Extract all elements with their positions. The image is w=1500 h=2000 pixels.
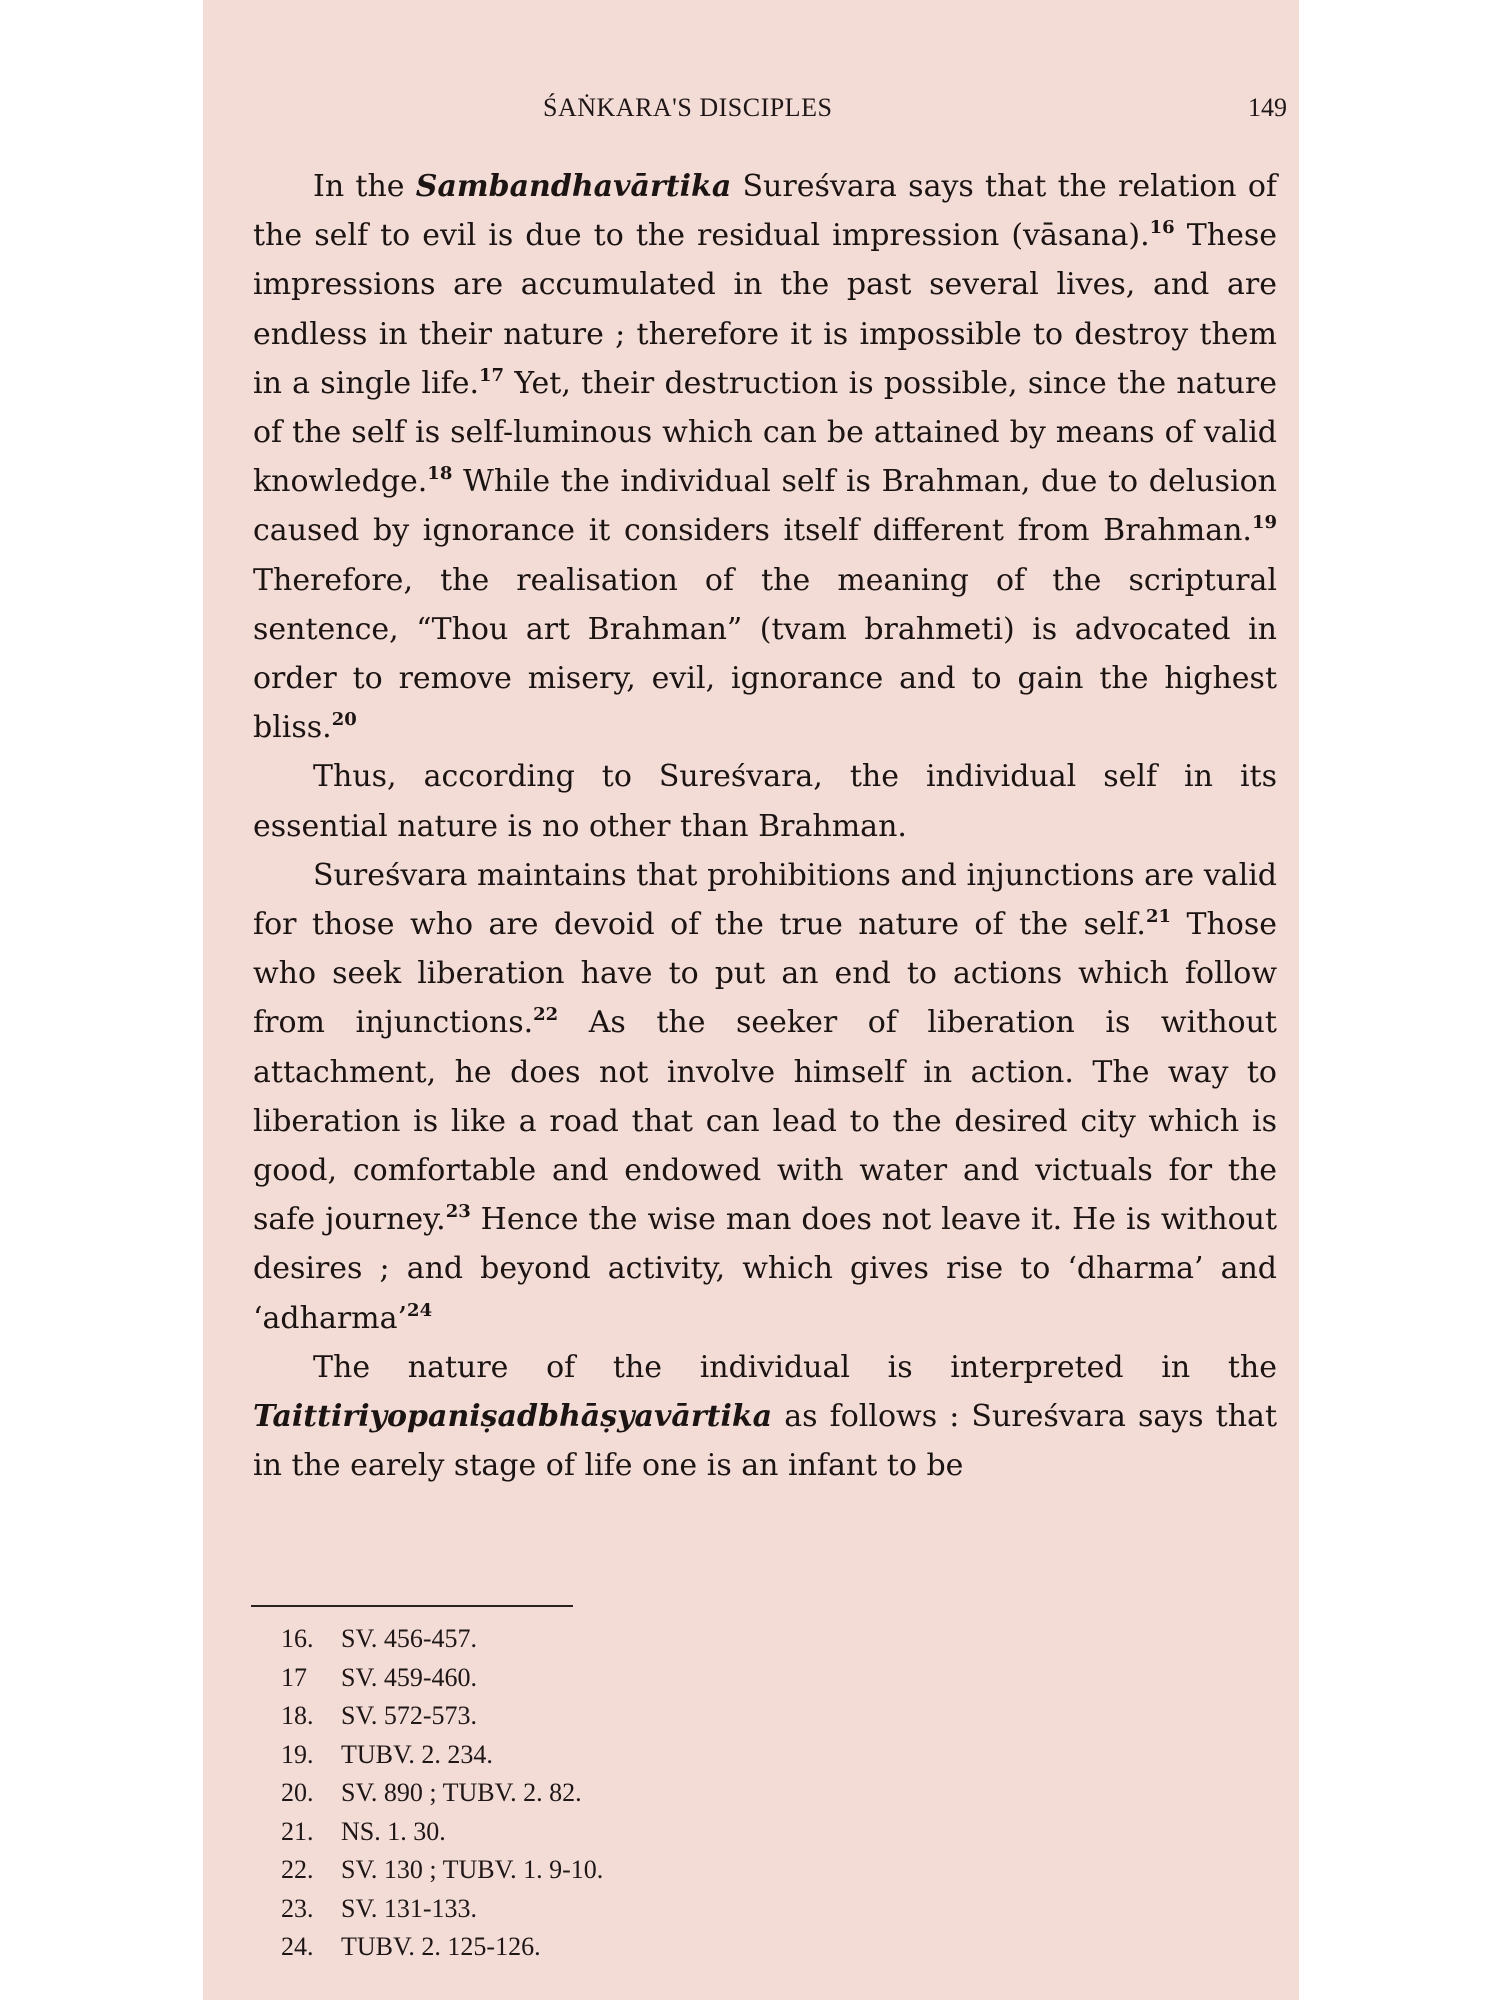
footnote-number: 24. (281, 1932, 314, 1961)
running-title: ŚAṄKARA'S DISCIPLES (543, 93, 833, 122)
italic-title: Sambandhavārtika (415, 169, 732, 204)
footnote-number: 17 (281, 1662, 307, 1692)
footnotes (281, 1620, 981, 1967)
footnote-ref: 21 (1145, 906, 1172, 928)
text-run: These impressions are accumulated in the past several lives, and are endless in their nature ; therefore it is impossible to destroy them in a single life. (253, 218, 1277, 401)
paragraph-1 (253, 162, 1277, 752)
paragraph-4 (253, 1343, 1277, 1491)
book-page (203, 0, 1299, 2000)
footnote-item (281, 1774, 981, 1813)
footnote-ref: 20 (331, 709, 357, 731)
footnote-ref: 22 (533, 1004, 559, 1026)
footnote-item (281, 1928, 981, 1967)
footnote-item (281, 1659, 981, 1698)
text-run: In the (313, 169, 416, 204)
footnote-text: SV. 131-133. (341, 1893, 478, 1923)
footnote-text: TUBV. 2. 234. (341, 1739, 493, 1769)
footnote-text: SV. 890 ; TUBV. 2. 82. (341, 1778, 582, 1807)
footnote-item (281, 1851, 981, 1890)
text-run: Sureśvara says that the relation of the self to evil is due to the residual impression (vāsana). (253, 169, 1277, 254)
footnote-number: 19. (281, 1739, 314, 1769)
text-run: Sureśvara maintains that prohibitions and injunctions are valid for those who are devoid of the true nature of the self. (253, 857, 1277, 943)
text-run: While the individual self is Brahman, due to delusion caused by ignorance it considers itself different from Brahman. (253, 464, 1277, 549)
footnote-item (281, 1620, 981, 1659)
italic-title: Taittiriyopaniṣadbhāṣyavārtika (253, 1399, 773, 1435)
text-run: Hence the wise man does not leave it. He is without desires ; and beyond activity, which gives rise to ‘dharma’ and ‘adharma’ (253, 1202, 1278, 1336)
footnote-ref: 24 (407, 1299, 433, 1321)
text-run: Yet, their destruction is possible, since the nature of the self is self-luminous which can be attained by means of valid knowledge. (253, 365, 1278, 500)
text-run: The nature of the individual is interpreted in the (313, 1349, 1277, 1385)
footnote-number: 23. (281, 1893, 314, 1923)
text-run: Therefore, the realisation of the meaning of the scriptural sentence, “Thou art Brahman” (tvam brahmeti) is advocated in order to remove misery, evil, ignorance and to gain the highest bliss. (253, 562, 1277, 746)
footnote-item (281, 1697, 981, 1736)
body-text (253, 162, 1277, 1490)
footnote-text: TUBV. 2. 125-126. (341, 1932, 541, 1961)
running-head (203, 93, 1299, 133)
footnote-number: 22. (281, 1855, 314, 1884)
footnote-item (281, 1890, 981, 1929)
footnote-number: 18. (281, 1701, 314, 1730)
text-run: Those who seek liberation have to put an end to actions which follow from injunctions. (253, 907, 1278, 1041)
footnote-number: 20. (281, 1778, 314, 1807)
footnote-ref: 18 (427, 463, 453, 485)
text-run: as follows : Sureśvara says that in the earely stage of life one is an infant to be (253, 1399, 1277, 1484)
page-number: 149 (1248, 93, 1287, 122)
text-run: Thus, according to Sureśvara, the individual self in its essential nature is no other than Brahman. (253, 759, 1277, 844)
paragraph-3 (253, 851, 1277, 1343)
footnote-ref: 19 (1251, 512, 1277, 534)
footnote-text: SV. 572-573. (341, 1701, 478, 1730)
footnote-text: SV. 459-460. (341, 1662, 478, 1692)
paragraph-2 (253, 752, 1277, 850)
footnote-text: NS. 1. 30. (341, 1816, 446, 1846)
footnote-ref: 17 (479, 364, 505, 386)
footnote-divider (251, 1605, 573, 1607)
footnote-ref: 23 (445, 1201, 471, 1223)
footnote-item (281, 1813, 981, 1852)
footnote-number: 16. (281, 1624, 314, 1653)
text-run: As the seeker of liberation is without attachment, he does not involve himself in action. The way to liberation is like a road that can lead to the desired city which is good, comfortable and endowed with water and victuals for the safe journey. (253, 1005, 1277, 1238)
footnote-text: SV. 456-457. (341, 1624, 478, 1653)
footnote-text: SV. 130 ; TUBV. 1. 9-10. (341, 1855, 604, 1884)
footnote-item (281, 1736, 981, 1775)
footnote-number: 21. (281, 1816, 314, 1846)
footnote-ref: 16 (1149, 217, 1175, 239)
